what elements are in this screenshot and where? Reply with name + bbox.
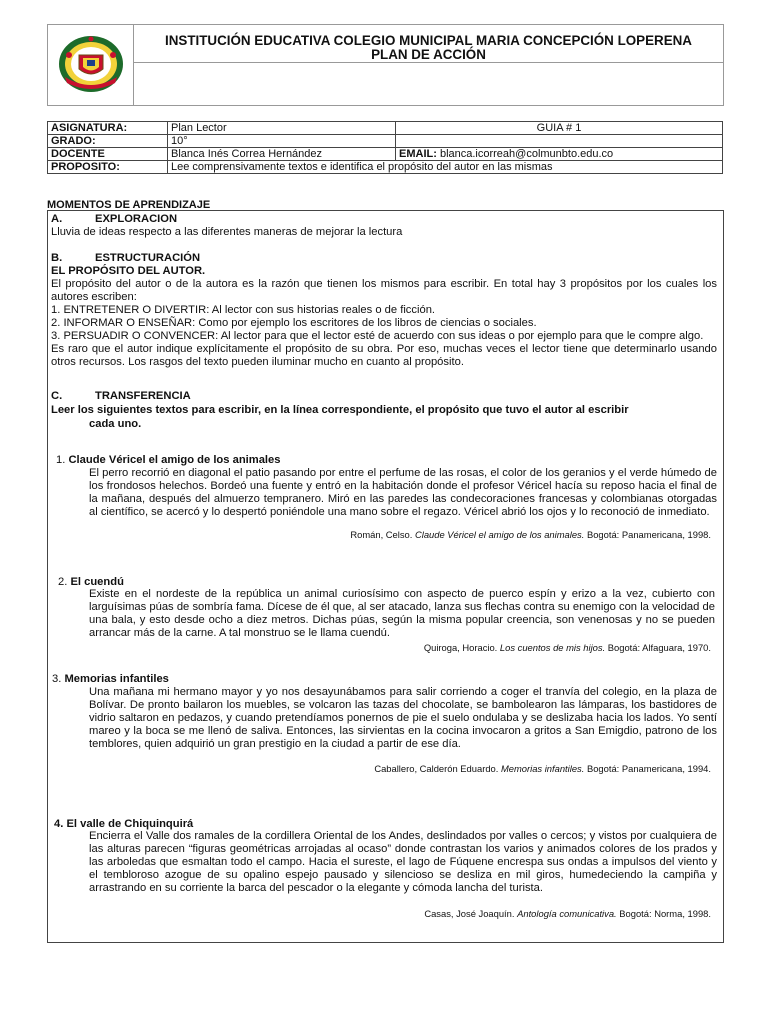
text-1-cite-work: Claude Véricel el amigo de los animales. <box>414 529 585 540</box>
text-3-title-line <box>52 673 712 686</box>
text-1-title-line <box>56 454 716 467</box>
section-exploracion <box>51 213 717 239</box>
text-1-body: El perro recorrió en diagonal el patio pasando por entre el perfume de las rosas, el color de los geranios y el verde húmedo de los frondosos helechos. Bordeó una fuente y entró en la habitación donde el profesor Véricel hacía su reposo hacia el final de la mañana, después del almuerzo tempranero. Miró en las paredes las condecoraciones francesas y colombianas otorgadas al científico, se acercó y lo despertó poniéndole una mano sobre el regazo. Véricel abrió los ojos y lo reconoció de inmediato. <box>89 467 717 518</box>
institution-name: INSTITUCIÓN EDUCATIVA COLEGIO MUNICIPAL MARIA CONCEPCIÓN LOPERENA <box>165 33 692 48</box>
row-asignatura <box>48 122 723 135</box>
section-c-instruction: Leer los siguientes textos para escribir, en la línea correspondiente, el propósito que tuvo el autor al escribir <box>51 404 629 416</box>
text-4-cite-author: Casas, José Joaquín. <box>424 908 515 919</box>
section-c-title: TRANSFERENCIA <box>95 390 191 402</box>
momentos-title: MOMENTOS DE APRENDIZAJE <box>47 199 211 211</box>
section-a-title: EXPLORACION <box>95 213 178 225</box>
empty-cell <box>396 135 723 148</box>
text-4-number: 4. <box>54 818 64 830</box>
section-b-point-1: 1. ENTRETENER O DIVERTIR: Al lector con sus historias reales o de ficción. <box>51 304 436 316</box>
text-1-number: 1. <box>56 454 66 466</box>
proposito-value: Lee comprensivamente textos e identifica el propósito del autor en las mismas <box>168 161 723 174</box>
asignatura-value: Plan Lector <box>168 122 396 135</box>
text-2-number: 2. <box>58 576 68 588</box>
text-1-cite-pub: Bogotá: Panamericana, 1998. <box>586 529 711 540</box>
section-transferencia <box>51 390 717 431</box>
text-2-title: El cuendú <box>70 576 124 588</box>
email-label: EMAIL: <box>399 148 437 160</box>
text-2-body: Existe en el nordeste de la república un animal curiosísimo con aspecto de puerco espín y erizo a la vez, cubierto con larguísimas púas de sombría fama. Dícese de él que, al ser atacado, lanza sus flechas contra su enemigo con la velocidad de una bala, y esto desde ocho a diez metros. Dichas púas, según la misma popular creencia, son venenosas y no se pueden arrancar más de la carne. A tal monstruo se le llama cuendú. <box>89 588 715 639</box>
text-2-citation <box>111 642 711 653</box>
section-estructuracion <box>51 252 717 369</box>
section-b-heading <box>51 252 717 265</box>
section-b-intro: El propósito del autor o de la autora es la razón que tienen los mismos para escribir. En total hay 3 propósitos por los cuales los autores escriben: <box>51 278 717 303</box>
asignatura-label: ASIGNATURA: <box>48 122 168 135</box>
text-4-title: El valle de Chiquinquirá <box>66 818 194 830</box>
section-c-heading <box>51 390 717 403</box>
grado-label: GRADO: <box>48 135 168 148</box>
section-a-letter: A. <box>51 213 63 225</box>
document-header <box>47 24 724 106</box>
section-b-point-3: 3. PERSUADIR O CONVENCER: Al lector para que el lector esté de acuerdo con sus ideas o por ejemplo para que le compre algo. <box>51 330 704 342</box>
section-c-instruction-cont: cada uno. <box>89 418 142 430</box>
guia-value: GUIA # 1 <box>396 122 723 135</box>
section-a-text: Lluvia de ideas respecto a las diferentes maneras de mejorar la lectura <box>51 226 403 238</box>
row-docente <box>48 148 723 161</box>
text-3-number: 3. <box>52 673 62 685</box>
logo-cell <box>48 25 134 105</box>
text-3-cite-pub: Bogotá: Panamericana, 1994. <box>586 763 711 774</box>
text-4-body: Encierra el Valle dos ramales de la cordillera Oriental de los Andes, deslindados por valles o cercos; y vistos por cualquiera de las alturas parecen “figuras geométricas arrojadas al ocaso” donde contrastan los varios y animados colores de los prados y las arboledas que esmaltan todo el campo. Hacia el sureste, el lago de Fúquene encrespa sus ondas a impulsos del viento y el tembloroso azogue de su opalino espejo pausado y silencioso se desliza en mil giros, humedeciendo la campiña y arrastrando en su corriente la barca del pescador o la elegante y cómoda lancha del turista. <box>89 830 717 894</box>
text-2-cite-pub: Bogotá: Alfaguara, 1970. <box>607 642 711 653</box>
text-4-cite-work: Antología comunicativa. <box>517 908 617 919</box>
title-row <box>134 25 723 63</box>
section-b-point-2: 2. INFORMAR O ENSEÑAR: Como por ejemplo los escritores de los libros de ciencias o sociales. <box>51 317 537 329</box>
grado-value: 10° <box>168 135 396 148</box>
row-grado <box>48 135 723 148</box>
text-1-cite-author: Román, Celso. <box>350 529 413 540</box>
info-table <box>47 121 723 174</box>
text-4-cite-pub: Bogotá: Norma, 1998. <box>619 908 711 919</box>
text-3-title: Memorias infantiles <box>64 673 169 685</box>
text-3-body: Una mañana mi hermano mayor y yo nos desayunábamos para salir corriendo a coger el tranvía del colegio, en la plaza de Bolívar. De pronto bailaron los muebles, se volcaron las tazas del chocolate, se bambolearon las lámparas, los bastidores de vidrio saltaron en pedazos, y cuando pretendíamos ponernos de pie el suelo ondulaba y se deslizaba hacia los lados. Yo sentí mareo y la boca se me llenó de saliva. Entonces, las sirvientas en la cocina invocaron a gritos a San Emigdio, patrono de los temblores, quien adquirió un gran prestigio en la ciudad a partir de ese día. <box>89 686 717 750</box>
row-proposito <box>48 161 723 174</box>
proposito-label: PROPOSITO: <box>48 161 168 174</box>
section-b-closing: Es raro que el autor indique explícitamente el propósito de su obra. Por eso, muchas veces el lector tiene que determinarlo usando otros recursos. Los rasgos del texto pueden iluminar mucho en cuanto al propósito. <box>51 343 717 368</box>
document-title: PLAN DE ACCIÓN <box>371 47 486 62</box>
school-crest-logo <box>57 33 125 95</box>
docente-label: DOCENTE <box>48 148 168 161</box>
text-1-title: Claude Véricel el amigo de los animales <box>68 454 281 466</box>
docente-value: Blanca Inés Correa Hernández <box>168 148 396 161</box>
text-2-cite-author: Quiroga, Horacio. <box>423 642 498 653</box>
text-3-citation <box>111 763 711 774</box>
section-a-heading <box>51 213 717 226</box>
text-1-citation <box>111 529 711 540</box>
section-b-title: ESTRUCTURACIÓN <box>95 252 201 264</box>
learning-moments-box <box>47 210 724 943</box>
text-3-cite-work: Memorias infantiles. <box>500 763 585 774</box>
email-value: blanca.icorreah@colmunbto.edu.co <box>439 148 614 160</box>
text-4-citation <box>111 908 711 919</box>
section-b-letter: B. <box>51 252 63 264</box>
email-cell <box>396 148 723 161</box>
text-2-cite-work: Los cuentos de mis hijos. <box>499 642 606 653</box>
section-c-letter: C. <box>51 390 63 402</box>
section-b-subtitle: EL PROPÓSITO DEL AUTOR. <box>51 265 206 277</box>
text-3-cite-author: Caballero, Calderón Eduardo. <box>374 763 499 774</box>
